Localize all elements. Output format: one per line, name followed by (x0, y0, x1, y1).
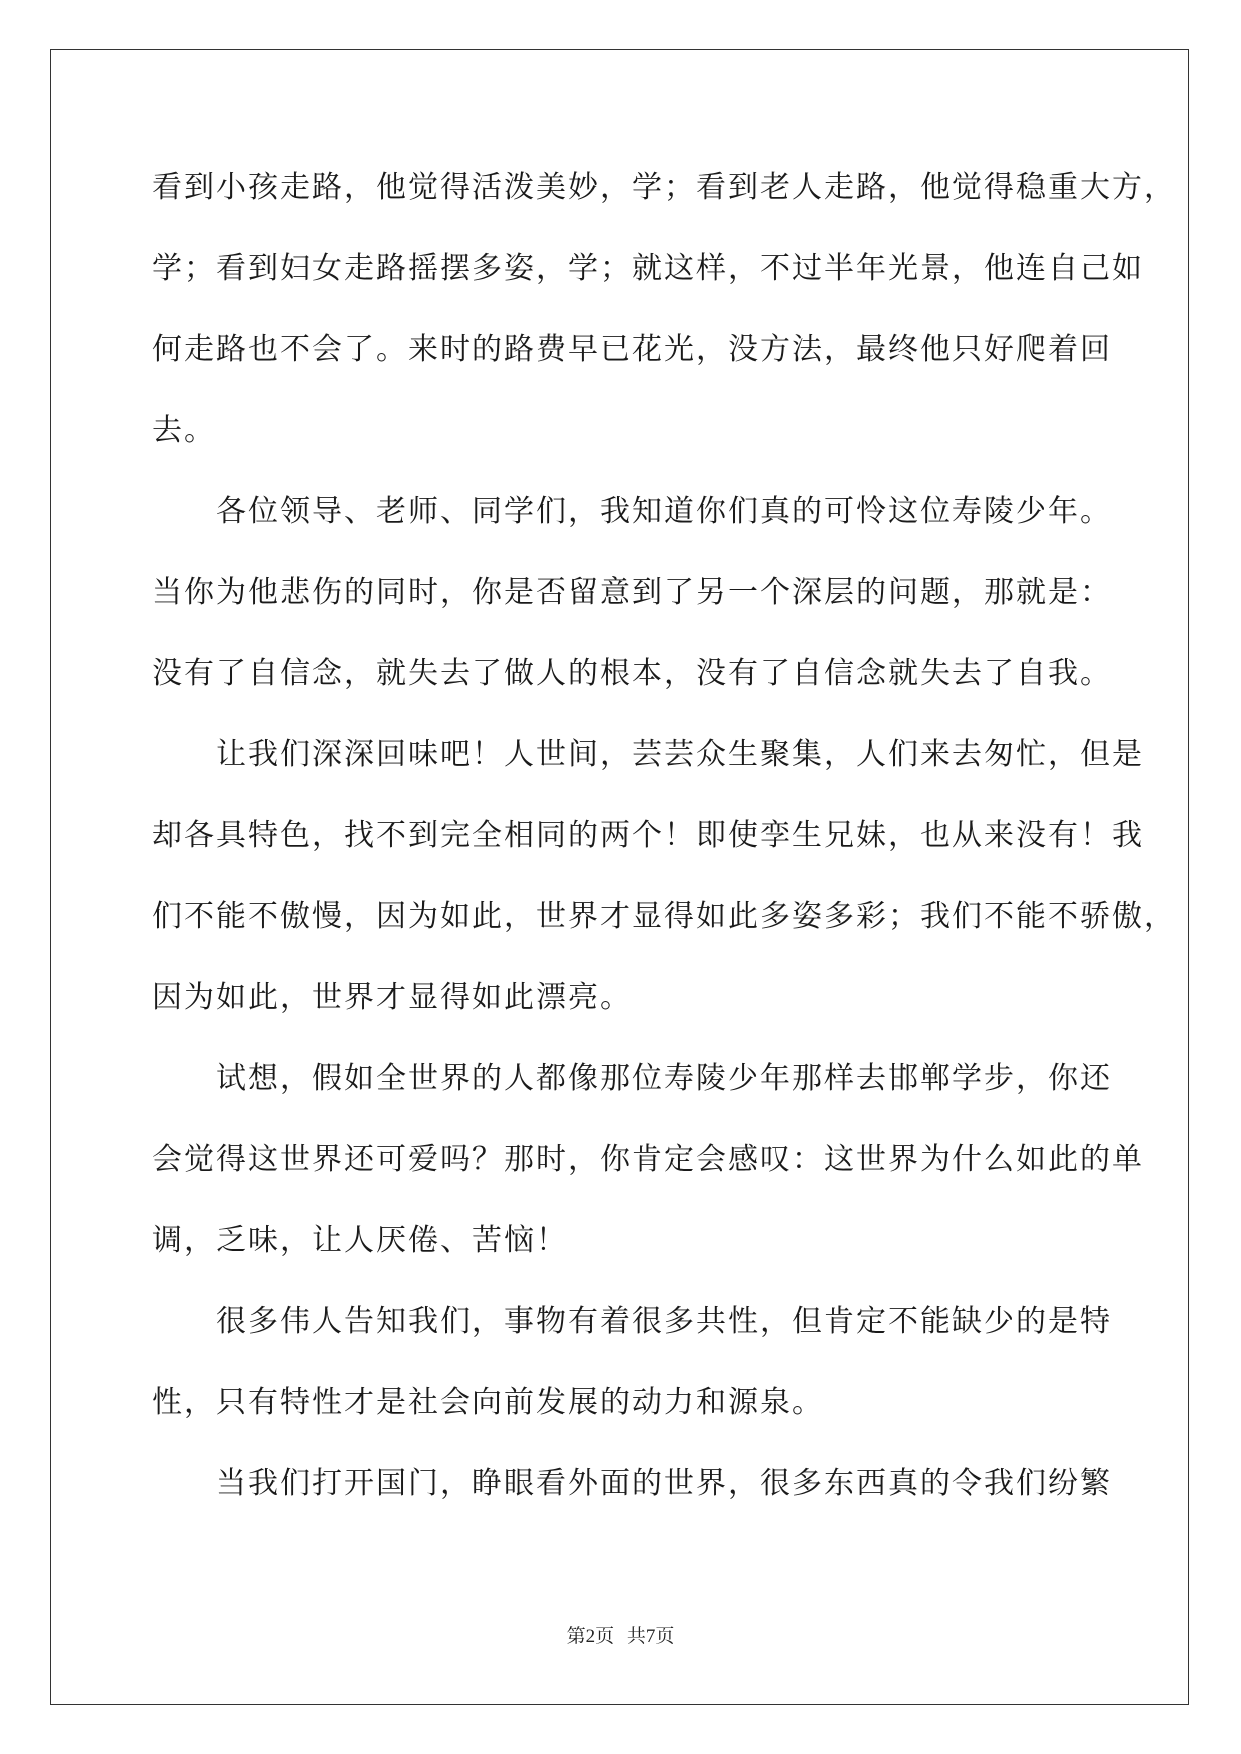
document-body (152, 164, 1176, 1541)
text-line: 看到小孩走路，他觉得活泼美妙，学；看到老人走路，他觉得稳重大方， (152, 170, 1176, 205)
text-line: 去。 (152, 413, 216, 448)
page-number: 第2页 (566, 1626, 615, 1647)
paragraph-start-line: 当我们打开国门，睁眼看外面的世界，很多东西真的令我们纷繁 (216, 1466, 1112, 1501)
page-total: 共7页 (626, 1626, 675, 1647)
paragraph-start-line: 很多伟人告知我们，事物有着很多共性，但肯定不能缺少的是特 (216, 1304, 1112, 1339)
paragraph-start-line: 让我们深深回味吧！人世间，芸芸众生聚集，人们来去匆忙，但是 (216, 737, 1144, 772)
text-line: 学；看到妇女走路摇摆多姿，学；就这样，不过半年光景，他连自己如 (152, 251, 1144, 286)
page-footer (0, 1621, 1241, 1648)
text-line: 何走路也不会了。来时的路费早已花光，没方法，最终他只好爬着回 (152, 332, 1112, 367)
text-line: 没有了自信念，就失去了做人的根本，没有了自信念就失去了自我。 (152, 656, 1112, 691)
paragraph-start-line: 试想，假如全世界的人都像那位寿陵少年那样去邯郸学步，你还 (216, 1061, 1112, 1096)
text-line: 调，乏味，让人厌倦、苦恼！ (152, 1223, 568, 1258)
paragraph-start-line: 各位领导、老师、同学们，我知道你们真的可怜这位寿陵少年。 (216, 494, 1112, 529)
text-line: 性，只有特性才是社会向前发展的动力和源泉。 (152, 1385, 824, 1420)
text-line: 们不能不傲慢，因为如此，世界才显得如此多姿多彩；我们不能不骄傲， (152, 899, 1176, 934)
text-line: 却各具特色，找不到完全相同的两个！即使孪生兄妹，也从来没有！我 (152, 818, 1144, 853)
text-line: 会觉得这世界还可爱吗？那时，你肯定会感叹：这世界为什么如此的单 (152, 1142, 1144, 1177)
text-line: 当你为他悲伤的同时，你是否留意到了另一个深层的问题，那就是： (152, 575, 1112, 610)
text-line: 因为如此，世界才显得如此漂亮。 (152, 980, 632, 1015)
